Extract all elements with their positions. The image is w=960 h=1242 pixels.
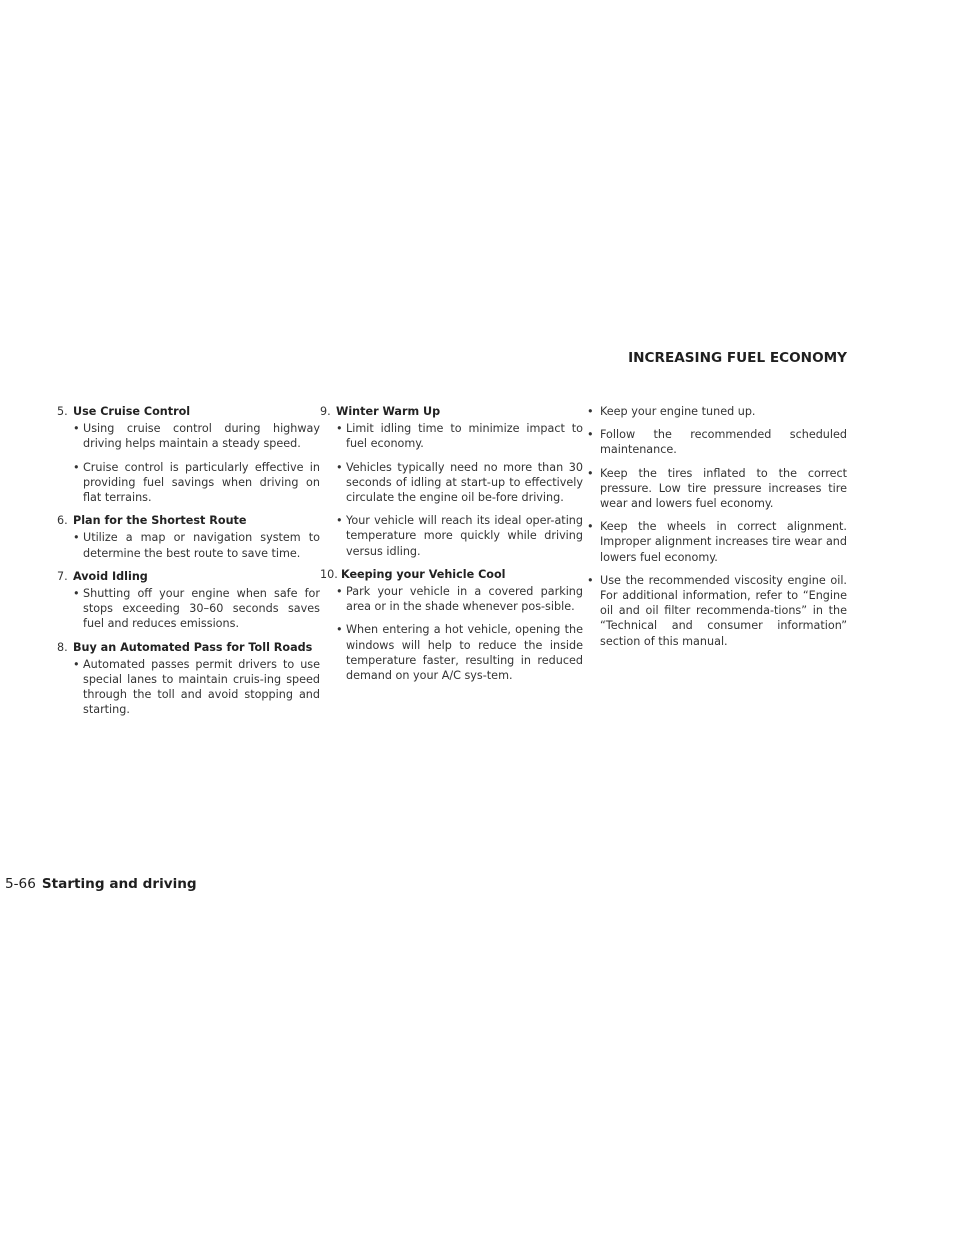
bullet-dot: •: [73, 657, 80, 671]
bullet-item: [320, 460, 583, 506]
item-heading-text: Plan for the Shortest Route: [73, 514, 247, 528]
list-item: [320, 567, 583, 683]
bullet-list: [57, 421, 320, 505]
bullet-item: [584, 404, 847, 419]
page-number: 5-66: [5, 876, 36, 892]
bullet-list: [57, 657, 320, 718]
bullet-dot: •: [336, 623, 343, 637]
bullet-text: Follow the recommended scheduled maintenance.: [600, 428, 847, 457]
bullet-item: [320, 584, 583, 614]
bullet-item: [57, 460, 320, 506]
bullet-text: When entering a hot vehicle, opening the windows will help to reduce the inside temperature faster, resulting in reduced demand on your A/C sys-tem.: [346, 623, 583, 683]
section-title: INCREASING FUEL ECONOMY: [628, 350, 847, 366]
bullet-text: Using cruise control during highway driving helps maintain a steady speed.: [83, 422, 320, 451]
item-heading-text: Buy an Automated Pass for Toll Roads: [73, 640, 313, 654]
page-footer: [5, 876, 197, 892]
list-item: [57, 640, 320, 718]
bullet-list: [320, 584, 583, 683]
bullet-dot: •: [73, 460, 80, 474]
item-heading-text: Avoid Idling: [73, 569, 148, 583]
item-number: 5.: [57, 405, 68, 418]
bullet-item: [320, 513, 583, 559]
bullet-item: [57, 586, 320, 632]
item-heading-text: Winter Warm Up: [336, 405, 441, 418]
bullet-dot: •: [587, 428, 594, 442]
bullet-item: [57, 530, 320, 560]
bullet-dot: •: [73, 587, 80, 601]
bullet-dot: •: [587, 573, 594, 587]
list-item: [57, 404, 320, 505]
column-2: [320, 404, 583, 691]
column-1: [57, 404, 320, 726]
bullet-text: Keep the tires inflated to the correct pressure. Low tire pressure increases tire wear and lowers fuel economy.: [600, 466, 847, 511]
bullet-list: [320, 421, 583, 559]
bullet-dot: •: [587, 520, 594, 534]
chapter-title: Starting and driving: [41, 876, 197, 892]
bullet-dot: •: [587, 466, 594, 480]
bullet-text: Automated passes permit drivers to use special lanes to maintain cruis-ing speed through the toll and avoid stopping and starting.: [83, 657, 320, 717]
bullet-text: Use the recommended viscosity engine oil. For additional information, refer to “Engine oil and oil filter recommenda-tions” in the “Technical and consumer information” section of this manual.: [600, 573, 847, 648]
item-heading: [57, 513, 320, 528]
bullet-item: [320, 622, 583, 683]
bullet-dot: •: [587, 405, 594, 418]
bullet-dot: •: [73, 422, 80, 436]
bullet-text: Cruise control is particularly effective in providing fuel savings when driving on flat terrains.: [83, 460, 320, 505]
item-heading: [57, 404, 320, 419]
bullet-dot: •: [336, 514, 343, 528]
bullet-text: Your vehicle will reach its ideal oper-ating temperature more quickly while driving versus idling.: [346, 514, 583, 558]
bullet-dot: •: [336, 585, 343, 599]
list-item: [57, 569, 320, 632]
bullet-text: Park your vehicle in a covered parking area or in the shade whenever pos-sible.: [346, 585, 583, 614]
bullet-list: [57, 586, 320, 632]
item-heading: [57, 569, 320, 584]
item-number: 10.: [320, 567, 338, 581]
bullet-list: [584, 404, 847, 649]
item-number: 8.: [57, 640, 68, 654]
bullet-item: [584, 519, 847, 565]
bullet-text: Keep the wheels in correct alignment. Improper alignment increases tire wear and lowers fuel economy.: [600, 520, 847, 564]
bullet-dot: •: [73, 531, 80, 545]
item-heading-text: Use Cruise Control: [73, 405, 191, 418]
bullet-item: [584, 466, 847, 512]
bullet-list: [57, 530, 320, 560]
bullet-dot: •: [336, 422, 343, 436]
bullet-text: Utilize a map or navigation system to determine the best route to save time.: [83, 531, 320, 560]
item-heading-text: Keeping your Vehicle Cool: [341, 567, 506, 581]
bullet-item: [584, 427, 847, 457]
bullet-item: [57, 657, 320, 718]
bullet-text: Keep your engine tuned up.: [600, 405, 756, 418]
bullet-item: [320, 421, 583, 451]
item-heading: [320, 567, 583, 582]
bullet-text: Vehicles typically need no more than 30 seconds of idling at start-up to effectively circulate the engine oil be-fore driving.: [346, 460, 583, 505]
item-number: 9.: [320, 405, 331, 418]
list-item: [320, 404, 583, 559]
list-item: [57, 513, 320, 561]
item-heading: [57, 640, 320, 655]
bullet-item: [584, 573, 847, 649]
bullet-text: Shutting off your engine when safe for stops exceeding 30–60 seconds saves fuel and reduces emissions.: [83, 587, 320, 631]
bullet-dot: •: [336, 460, 343, 474]
item-heading: [320, 404, 583, 419]
item-number: 7.: [57, 569, 68, 583]
column-3: [584, 404, 847, 657]
bullet-item: [57, 421, 320, 451]
bullet-text: Limit idling time to minimize impact to fuel economy.: [346, 422, 583, 451]
item-number: 6.: [57, 514, 68, 528]
